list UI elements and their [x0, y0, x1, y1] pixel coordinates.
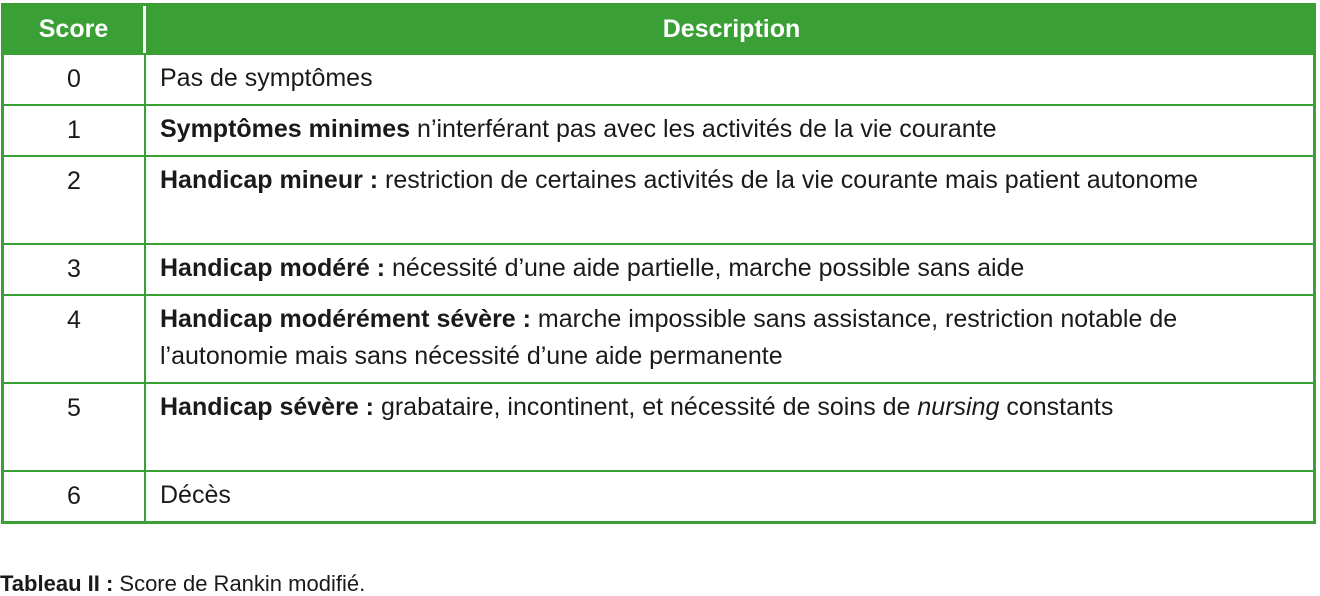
row-text: Pas de symptômes	[160, 64, 373, 92]
row-description	[146, 384, 1313, 470]
row-text: grabataire, incontinent, et nécessité de soins de	[374, 393, 918, 421]
row-description	[146, 296, 1313, 382]
table-row	[4, 104, 1313, 155]
row-description	[146, 106, 1313, 155]
row-score: 4	[4, 296, 146, 382]
row-score: 1	[4, 106, 146, 155]
row-score: 6	[4, 472, 146, 521]
row-description	[146, 472, 1313, 521]
table-row	[4, 470, 1313, 521]
row-bold-term: Handicap modéré :	[160, 254, 386, 282]
table-caption	[0, 572, 365, 596]
row-description	[146, 245, 1313, 294]
table-row	[4, 243, 1313, 294]
caption-text: Score de Rankin modifié.	[113, 571, 366, 596]
table-row	[4, 155, 1313, 243]
row-bold-term: Handicap sévère :	[160, 393, 374, 421]
row-text: nécessité d’une aide partielle, marche possible sans aide	[385, 254, 1025, 282]
row-text: Décès	[160, 481, 231, 509]
table-row	[4, 53, 1313, 104]
row-bold-term: Symptômes minimes	[160, 115, 411, 143]
row-bold-term: Handicap modérément sévère :	[160, 305, 531, 333]
row-score: 5	[4, 384, 146, 470]
row-text: marche impossible sans assistance, restriction notable de l’autonomie mais sans nécessité d’une aide permanente	[160, 305, 1178, 370]
row-text-after: constants	[999, 393, 1114, 421]
row-description	[146, 157, 1313, 243]
row-italic-term: nursing	[917, 393, 1000, 421]
table-row	[4, 294, 1313, 382]
row-bold-term: Handicap mineur :	[160, 166, 379, 194]
row-score: 0	[4, 55, 146, 104]
table-row	[4, 382, 1313, 470]
header-description: Description	[662, 15, 801, 43]
rankin-table	[1, 3, 1316, 524]
row-score: 2	[4, 157, 146, 243]
row-text: restriction de certaines activités de la vie courante mais patient autonome	[378, 166, 1198, 194]
table-header-row	[4, 6, 1313, 53]
row-score: 3	[4, 245, 146, 294]
caption-label: Tableau II :	[0, 571, 114, 596]
row-description	[146, 55, 1313, 104]
header-score: Score	[4, 6, 146, 53]
row-text: n’interférant pas avec les activités de la vie courante	[410, 115, 997, 143]
